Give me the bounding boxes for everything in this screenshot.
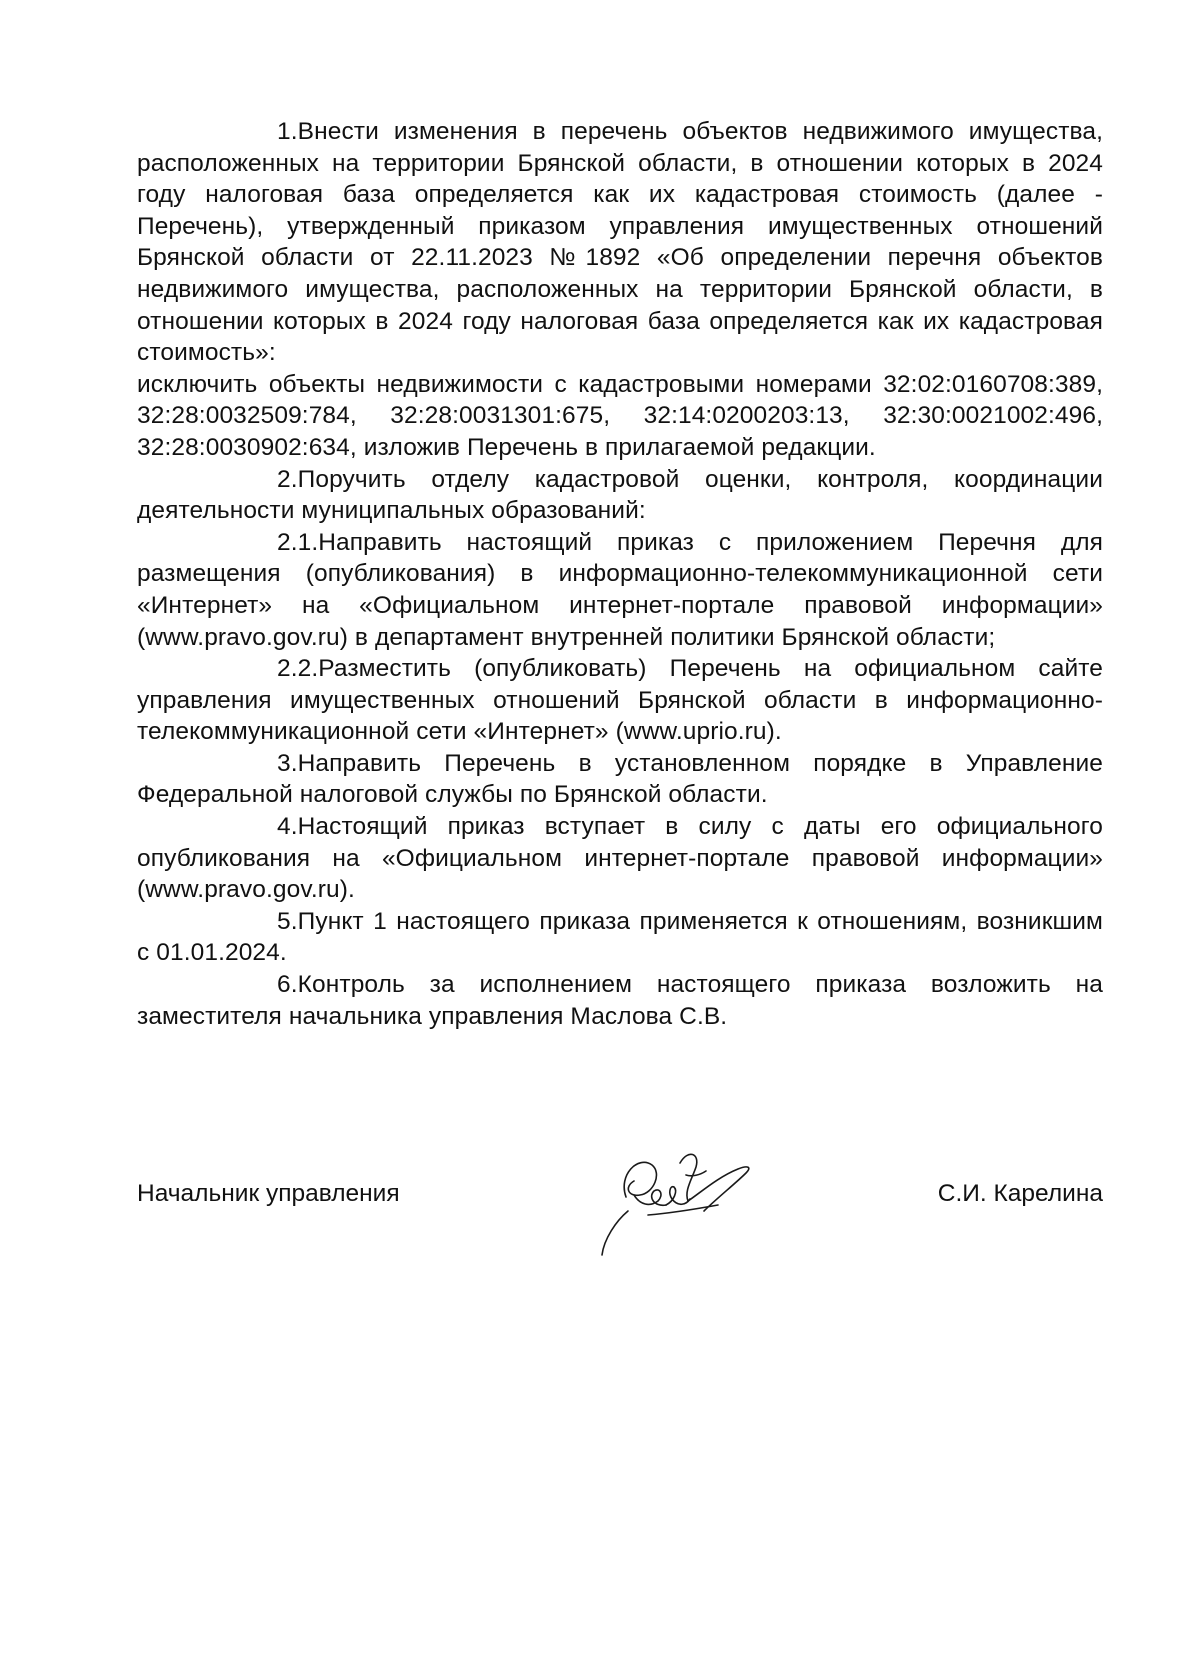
item-text: Контроль за исполнением настоящего приказа возложить на заместителя начальника управления Маслова С.В.: [137, 971, 1103, 1030]
item-number: 2.: [277, 465, 298, 493]
item-text: Внести изменения в перечень объектов недвижимого имущества, расположенных на территории Брянской области, в отношении которых в 2024 году налоговая база определяется как их кадастровая стоимость (далее - Перечень), утвержденный приказом управления имущественных отношений Брянской области от 22.11.2023 №1892 «Об определении перечня объектов недвижимого имущества, расположенных на территории Брянской области, в отношении которых в 2024 году налоговая база определяется как их кадастровая стоимость»:: [137, 118, 1103, 367]
item-text: Настоящий приказ вступает в силу с даты его официального опубликования на «Официальном интернет-портале правовой информации» (www.pravo.gov.ru).: [137, 813, 1103, 904]
signer-position: Начальник управления: [137, 1180, 400, 1207]
item-text: Направить Перечень в установленном порядке в Управление Федеральной налоговой службы по Брянской области.: [137, 749, 1103, 809]
item-5: [137, 906, 1103, 969]
item-text: Направить настоящий приказ с приложением Перечня для размещения (опубликования) в информационно-телекоммуникационной сети «Интернет» на «Официальном интернет-портале правовой информации» (www.pravo.gov.ru) в департамент внутренней политики Брянской области;: [137, 528, 1103, 651]
item-number: 3.: [277, 749, 298, 777]
item-text: Пункт 1 настоящего приказа применяется к отношениям, возникшим с 01.01.2024.: [137, 907, 1103, 967]
item-number: 2.2.: [277, 655, 319, 683]
item-4: [137, 811, 1103, 906]
signer-name: С.И. Карелина: [937, 1180, 1103, 1207]
item-2-1: [137, 527, 1103, 653]
item-number: 4.: [277, 813, 298, 841]
item-text: исключить объекты недвижимости с кадастровыми номерами 32:02:0160708:389, 32:28:0032509:784, 32:28:0031301:675, 32:14:0200203:13, 32:30:0021002:496, 32:28:0030902:634, изложив Перечень в прилагаемой редакции.: [137, 370, 1103, 461]
item-number: 2.1.: [277, 528, 319, 556]
item-number: 1.: [277, 118, 298, 145]
item-text: Разместить (опубликовать) Перечень на официальном сайте управления имущественных отношений Брянской области в информационно-телекоммуникационной сети «Интернет» (www.uprio.ru).: [137, 655, 1103, 746]
item-1-exclusion: [137, 369, 1103, 464]
document-body: [137, 116, 1103, 1032]
item-1: [137, 116, 1103, 369]
item-2-2: [137, 653, 1103, 748]
item-number: 6.: [277, 971, 298, 999]
item-number: 5.: [277, 907, 298, 935]
item-text: Поручить отделу кадастровой оценки, контроля, координации деятельности муниципальных образований:: [137, 465, 1103, 525]
item-2: [137, 464, 1103, 527]
handwritten-signature: [588, 1135, 778, 1265]
item-3: [137, 748, 1103, 811]
item-6: [137, 969, 1103, 1032]
